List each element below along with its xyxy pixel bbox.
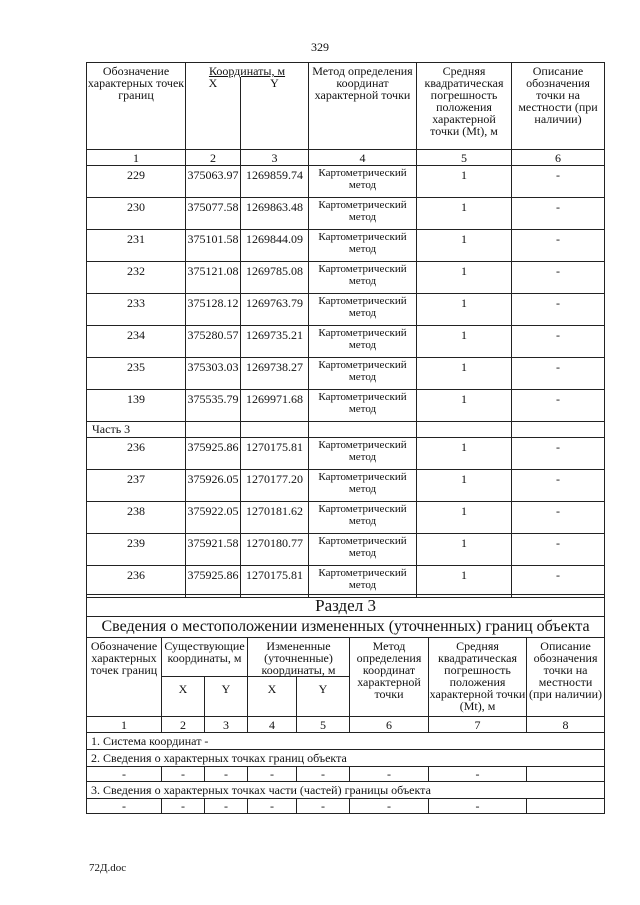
coord-y: 1270175.81 [241,566,309,598]
col-number: 2 [162,717,205,733]
description: - [512,198,605,230]
table-row [87,502,605,534]
table-row [87,799,605,814]
coord-y: 1269844.09 [241,230,309,262]
mt-value: 1 [417,294,512,326]
coord-y: 1270177.20 [241,470,309,502]
point-id: 231 [87,230,186,262]
empty-value: - [205,767,248,782]
part-points-heading: 3. Сведения о характерных точках части (частей) границы объекта [87,782,605,799]
coord-x: 375925.86 [186,438,241,470]
section-3-table [86,594,605,814]
description: - [512,230,605,262]
method: Картометрический метод [309,230,417,262]
empty-value: - [297,799,350,814]
coord-x: 375926.05 [186,470,241,502]
method: Картометрический метод [309,358,417,390]
description: - [512,294,605,326]
coord-y: 1269785.08 [241,262,309,294]
method: Картометрический метод [309,294,417,326]
table-row [87,534,605,566]
empty-value: - [350,767,429,782]
empty-value: - [429,767,527,782]
table-row [87,294,605,326]
part-row [87,422,605,438]
point-id: 235 [87,358,186,390]
empty-value [527,767,605,782]
empty-value: - [248,767,297,782]
empty-value: - [350,799,429,814]
coord-y: 1270181.62 [241,502,309,534]
coord-y: 1270175.81 [241,438,309,470]
method: Картометрический метод [309,390,417,422]
point-id: 232 [87,262,186,294]
coord-x: 375922.05 [186,502,241,534]
description: - [512,262,605,294]
description: - [512,390,605,422]
header-existing-coordinates: Существующие координаты, м [162,638,248,677]
empty-value: - [297,767,350,782]
header-y: Y [297,677,350,717]
point-id: 229 [87,166,186,198]
coord-x: 375921.58 [186,534,241,566]
col-number: 7 [429,717,527,733]
page-number: 329 [311,40,329,54]
col-number: 2 [186,150,241,166]
coord-x: 375077.58 [186,198,241,230]
description: - [512,166,605,198]
mt-value: 1 [417,358,512,390]
empty-value: - [162,767,205,782]
header-method: Метод определения координат характерной точки [350,638,429,717]
section-subtitle: Сведения о местоположении измененных (уточненных) границ объекта [87,617,605,638]
coord-x: 375280.57 [186,326,241,358]
mt-value: 1 [417,198,512,230]
coord-y: 1269738.27 [241,358,309,390]
point-id: 236 [87,566,186,598]
mt-value: 1 [417,534,512,566]
footer-filename: 72Д.doc [89,862,127,874]
mt-value: 1 [417,390,512,422]
description: - [512,326,605,358]
empty-value: - [205,799,248,814]
mt-value: 1 [417,230,512,262]
coordinates-table [86,62,605,598]
method: Картометрический метод [309,566,417,598]
empty-value [527,799,605,814]
col-number: 3 [241,150,309,166]
part-label: Часть 3 [87,422,186,438]
table-row [87,166,605,198]
point-id: 238 [87,502,186,534]
mt-value: 1 [417,438,512,470]
method: Картометрический метод [309,262,417,294]
col-number: 4 [309,150,417,166]
header-error: Средняя квадратическая погрешность положения характерной точки (Mt), м [417,63,512,150]
method: Картометрический метод [309,438,417,470]
method: Картометрический метод [309,470,417,502]
coord-y: 1269735.21 [241,326,309,358]
empty-value: - [429,799,527,814]
point-id: 237 [87,470,186,502]
description: - [512,470,605,502]
header-x: X [248,677,297,717]
mt-value: 1 [417,326,512,358]
header-method: Метод определения координат характерной точки [309,63,417,150]
empty-value: - [87,799,162,814]
col-number: 1 [87,150,186,166]
coord-x: 375128.12 [186,294,241,326]
point-id: 239 [87,534,186,566]
header-changed-coordinates: Измененные (уточненные) координаты, м [248,638,350,677]
col-number: 3 [205,717,248,733]
description: - [512,534,605,566]
col-number: 4 [248,717,297,733]
point-id: 233 [87,294,186,326]
mt-value: 1 [417,502,512,534]
table-row [87,198,605,230]
empty-value: - [87,767,162,782]
table-row [87,390,605,422]
mt-value: 1 [417,262,512,294]
point-id: 230 [87,198,186,230]
method: Картометрический метод [309,198,417,230]
coord-y: 1269859.74 [241,166,309,198]
header-description: Описание обозначения точки на местности (при наличии) [527,638,605,717]
coordinate-system-row: 1. Система координат - [87,733,605,750]
table-row [87,470,605,502]
col-number: 5 [417,150,512,166]
point-id: 236 [87,438,186,470]
header-designation: Обозначение характерных точек границ [87,638,162,717]
coord-y: 1269971.68 [241,390,309,422]
coord-x: 375925.86 [186,566,241,598]
method: Картометрический метод [309,326,417,358]
coord-x: 375535.79 [186,390,241,422]
description: - [512,502,605,534]
description: - [512,438,605,470]
empty-value: - [248,799,297,814]
coord-y: 1270180.77 [241,534,309,566]
col-number: 8 [527,717,605,733]
method: Картометрический метод [309,534,417,566]
coord-x: 375063.97 [186,166,241,198]
description: - [512,566,605,598]
col-number: 1 [87,717,162,733]
point-id: 139 [87,390,186,422]
header-designation: Обозначение характерных точек границ [87,63,186,150]
method: Картометрический метод [309,166,417,198]
description: - [512,358,605,390]
header-description: Описание обозначения точки на местности (при наличии) [512,63,605,150]
method: Картометрический метод [309,502,417,534]
table-row [87,326,605,358]
table-row [87,566,605,598]
point-id: 234 [87,326,186,358]
header-y: Y [205,677,248,717]
table-row [87,230,605,262]
section-title: Раздел 3 [87,595,605,617]
table-row [87,438,605,470]
col-number: 5 [297,717,350,733]
coord-y: 1269863.48 [241,198,309,230]
table-row [87,262,605,294]
header-coordinates: Координаты, м [186,63,309,78]
table-row [87,767,605,782]
coord-x: 375101.58 [186,230,241,262]
coord-y: 1269763.79 [241,294,309,326]
table-row [87,358,605,390]
boundary-points-heading: 2. Сведения о характерных точках границ объекта [87,750,605,767]
empty-value: - [162,799,205,814]
header-x: X [186,77,241,150]
mt-value: 1 [417,470,512,502]
col-number: 6 [350,717,429,733]
mt-value: 1 [417,166,512,198]
coord-x: 375121.08 [186,262,241,294]
header-error: Средняя квадратическая погрешность положения характерной точки (Mt), м [429,638,527,717]
mt-value: 1 [417,566,512,598]
coord-x: 375303.03 [186,358,241,390]
col-number: 6 [512,150,605,166]
header-y: Y [241,77,309,150]
header-x: X [162,677,205,717]
